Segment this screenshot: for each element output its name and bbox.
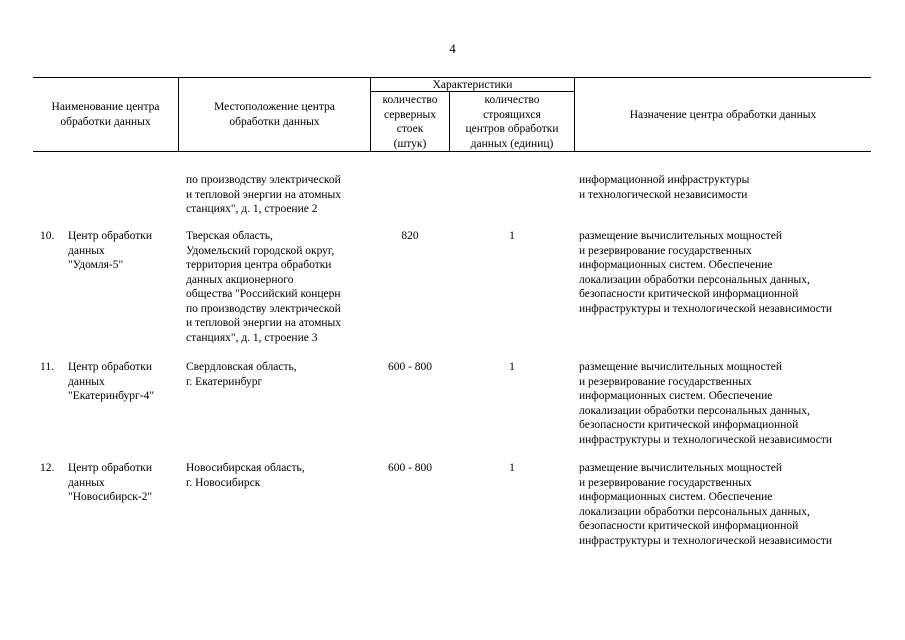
row-purpose: размещение вычислительных мощностей и резервирование государственных информационных систем. Обеспечение локализации обработки персональных данных, безопасности критической информационной инфраструктуры и технологической независимости bbox=[579, 361, 833, 446]
row-number: 10. bbox=[40, 230, 55, 242]
header-purpose-text: Назначение центра обработки данных bbox=[629, 109, 817, 121]
page-number: 4 bbox=[449, 41, 456, 56]
row-racks: 600 - 800 bbox=[387, 462, 433, 474]
row-purpose: информационной инфраструктуры и технологической независимости bbox=[579, 174, 750, 201]
row-name: Центр обработки данных "Екатеринбург-4" bbox=[68, 361, 155, 402]
header-characteristics bbox=[371, 78, 574, 93]
row-location: Новосибирская область, г. Новосибирск bbox=[186, 462, 305, 489]
header-location-text: Местоположение центра обработки данных bbox=[214, 101, 335, 128]
row-purpose: размещение вычислительных мощностей и резервирование государственных информационных систем. Обеспечение локализации обработки персональных данных, безопасности критической информационной инфраструктуры и технологической независимости bbox=[579, 230, 833, 315]
header-centers bbox=[450, 93, 574, 151]
row-location: по производству электрической и тепловой энергии на атомных станциях", д. 1, строение 2 bbox=[186, 174, 342, 215]
header-racks bbox=[371, 93, 449, 151]
row-racks: 820 bbox=[401, 230, 419, 242]
row-centers: 1 bbox=[509, 361, 515, 373]
row-location: Свердловская область, г. Екатеринбург bbox=[186, 361, 297, 388]
row-centers: 1 bbox=[509, 230, 515, 242]
row-purpose: размещение вычислительных мощностей и резервирование государственных информационных систем. Обеспечение локализации обработки персональных данных, безопасности критической информационной инфраструктуры и технологической независимости bbox=[579, 462, 833, 547]
row-name: Центр обработки данных "Новосибирск-2" bbox=[68, 462, 153, 503]
header-racks-text: количество серверных стоек (штук) bbox=[382, 94, 438, 150]
row-number: 12. bbox=[40, 462, 55, 474]
row-name: Центр обработки данных "Удомля-5" bbox=[68, 230, 153, 271]
header-centers-text: количество строящихся центров обработки данных (единиц) bbox=[465, 94, 559, 150]
header-characteristics-text: Характеристики bbox=[432, 79, 513, 91]
row-centers: 1 bbox=[509, 462, 515, 474]
header-location bbox=[179, 100, 370, 129]
row-racks: 600 - 800 bbox=[387, 361, 433, 373]
row-number: 11. bbox=[40, 361, 54, 373]
header-bottom-rule bbox=[33, 151, 871, 152]
header-name-text: Наименование центра обработки данных bbox=[51, 101, 160, 128]
header-purpose bbox=[575, 108, 871, 123]
row-location: Тверская область, Удомельский городской округ, территория центра обработки данных акционерного общества "Российский концерн по производству электрической и тепловой энергии на атомных станциях", д. 1, строение 3 bbox=[186, 230, 342, 344]
header-name bbox=[33, 100, 178, 129]
